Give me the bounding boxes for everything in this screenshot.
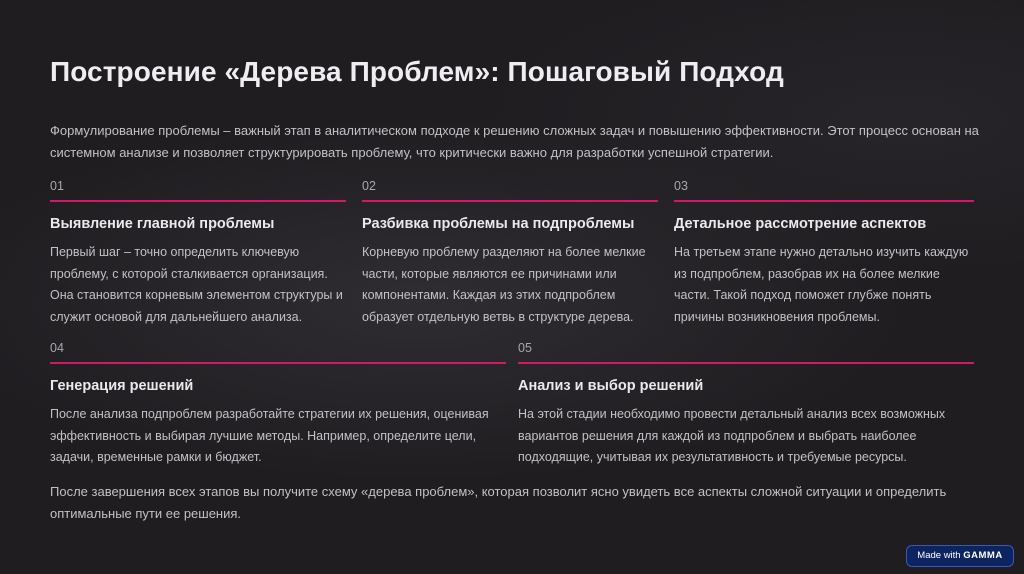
step-heading: Детальное рассмотрение аспектов (674, 216, 927, 232)
step-number: 04 (50, 340, 506, 364)
step-text: Корневую проблему разделяют на более мелкие части, которые являются ее причинами или компонентами. Каждая из этих подпроблем образует отдельную ветвь в структуре дерева. (362, 245, 646, 324)
step-heading: Генерация решений (50, 378, 194, 394)
step-card-1 (50, 178, 346, 328)
outro-paragraph: После завершения всех этапов вы получите схему «дерева проблем», которая позволит ясно увидеть все аспекты сложной ситуации и определить оптимальные пути ее решения. (50, 484, 947, 521)
step-heading: Анализ и выбор решений (518, 378, 704, 394)
step-card-5 (518, 340, 974, 469)
step-number: 02 (362, 178, 658, 202)
step-card-4 (50, 340, 506, 469)
step-card-2 (362, 178, 658, 328)
intro-paragraph: Формулирование проблемы – важный этап в аналитическом подходе к решению сложных задач и повышению эффективности. Этот процесс основан на системном анализе и позволяет структурировать проблему, что критически важно для разработки успешной стратегии. (50, 123, 979, 160)
step-card-3 (674, 178, 974, 328)
step-text: После анализа подпроблем разработайте стратегии их решения, оценивая эффективность и выбирая лучшие методы. Например, определите цели, задачи, временные рамки и бюджет. (50, 407, 489, 464)
step-number: 01 (50, 178, 346, 202)
badge-prefix: Made with (917, 550, 961, 561)
step-text: На этой стадии необходимо провести детальный анализ всех возможных вариантов решения для каждой из подпроблем и выбрать наиболее подходящие, учитывая их результативность и требуемые ресурсы. (518, 407, 946, 464)
step-heading: Разбивка проблемы на подпроблемы (362, 216, 635, 232)
gamma-logo: GAMMA (963, 550, 1003, 561)
step-number: 05 (518, 340, 974, 364)
step-text: Первый шаг – точно определить ключевую проблему, с которой сталкивается организация. Она становится корневым элементом структуры и служит основой для дальнейшего анализа. (50, 245, 343, 324)
step-number: 03 (674, 178, 974, 202)
step-heading: Выявление главной проблемы (50, 216, 275, 232)
page-title: Построение «Дерева Проблем»: Пошаговый Подход (50, 56, 784, 87)
made-with-gamma-badge[interactable] (906, 545, 1014, 567)
step-text: На третьем этапе нужно детально изучить каждую из подпроблем, разобрав их на более мелкие части. Такой подход поможет глубже понять причины возникновения проблемы. (674, 245, 969, 324)
